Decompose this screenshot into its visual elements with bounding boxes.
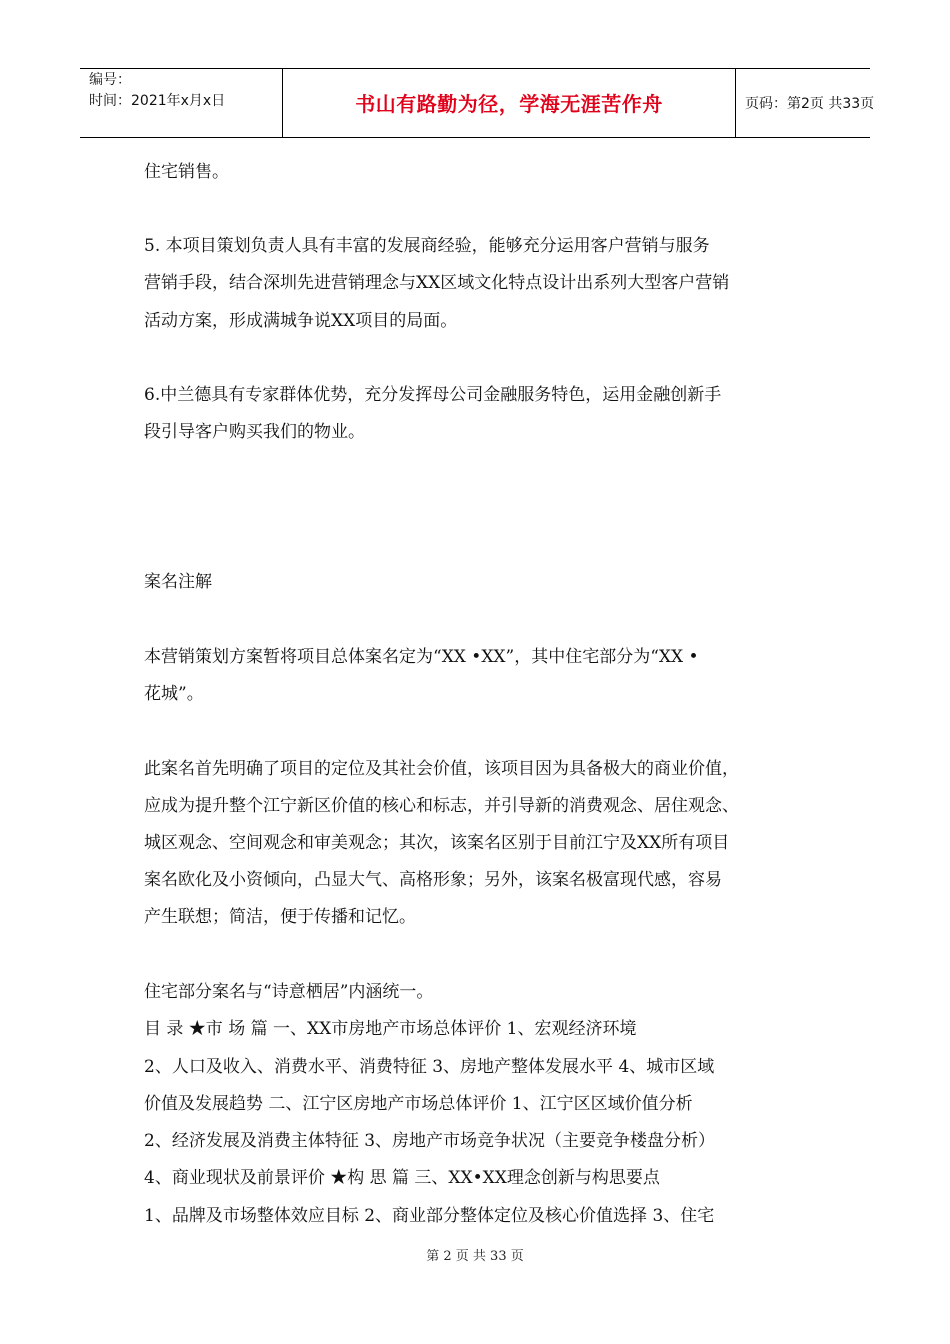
header-page-cell <box>735 69 875 137</box>
body-line: 段引导客户购买我们的物业。 <box>144 422 365 442</box>
body-line: 案名欧化及小资倾向，凸显大气、高格形象；另外，该案名极富现代感，容易 <box>144 870 722 890</box>
body-line: 城区观念、空间观念和审美观念；其次，该案名区别于目前江宁及XX所有项目 <box>144 833 730 853</box>
page-header <box>80 68 875 138</box>
document-number-label: 编号： <box>89 72 131 88</box>
body-line: 活动方案，形成满城争说XX项目的局面。 <box>144 311 458 331</box>
toc-line: 2、人口及收入、消费水平、消费特征 3、房地产整体发展水平 4、城市区域 <box>144 1057 715 1077</box>
section-heading: 案名注解 <box>144 572 212 592</box>
header-page-info: 页码：第2页 共33页 <box>745 96 875 112</box>
body-line: 花城”。 <box>144 684 204 704</box>
toc-line: 价值及发展趋势 二、江宁区房地产市场总体评价 1、江宁区区域价值分析 <box>144 1094 693 1114</box>
toc-line: 目 录 ★市 场 篇 一、XX市房地产市场总体评价 1、宏观经济环境 <box>144 1019 637 1039</box>
document-date-label: 时间：2021年x月x日 <box>89 93 226 109</box>
page-footer: 第 2 页 共 33 页 <box>426 1249 524 1264</box>
header-motto-cell <box>282 69 736 137</box>
header-meta-cell <box>80 69 282 137</box>
body-line: 5. 本项目策划负责人具有丰富的发展商经验，能够充分运用客户营销与服务 <box>144 236 710 256</box>
body-line: 住宅销售。 <box>144 162 229 182</box>
body-line: 6.中兰德具有专家群体优势，充分发挥母公司金融服务特色，运用金融创新手 <box>144 385 722 405</box>
body-line: 住宅部分案名与“诗意栖居”内涵统一。 <box>144 982 434 1002</box>
body-line: 应成为提升整个江宁新区价值的核心和标志，并引导新的消费观念、居住观念、 <box>144 796 739 816</box>
body-line: 本营销策划方案暂将项目总体案名定为“XX •XX”，其中住宅部分为“XX • <box>144 647 699 667</box>
body-line: 产生联想；简洁，便于传播和记忆。 <box>144 907 416 927</box>
toc-line: 2、经济发展及消费主体特征 3、房地产市场竞争状况（主要竞争楼盘分析） <box>144 1131 716 1151</box>
toc-line: 4、商业现状及前景评价 ★构 思 篇 三、XX•XX理念创新与构思要点 <box>144 1168 660 1188</box>
body-line: 此案名首先明确了项目的定位及其社会价值，该项目因为具备极大的商业价值， <box>144 759 739 779</box>
body-line: 营销手段，结合深圳先进营销理念与XX区域文化特点设计出系列大型客户营销 <box>144 273 730 293</box>
toc-line: 1、品牌及市场整体效应目标 2、商业部分整体定位及核心价值选择 3、住宅 <box>144 1206 715 1226</box>
header-motto: 书山有路勤为径，学海无涯苦作舟 <box>355 92 663 116</box>
